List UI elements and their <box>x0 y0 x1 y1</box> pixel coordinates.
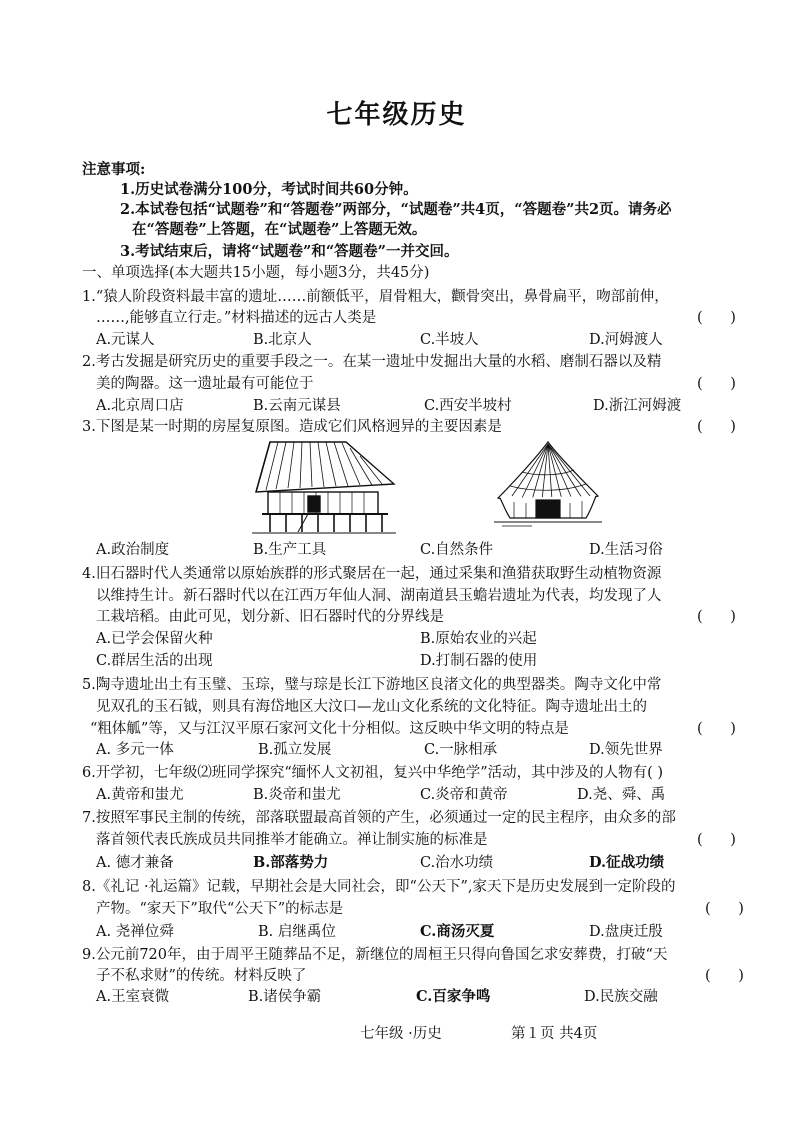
notice-item-3: 3.考试结束后，请将“试题卷”和“答题卷”一并交回。 <box>120 243 459 260</box>
q6-option-c[interactable]: C.炎帝和黄帝 <box>420 787 508 803</box>
q7-answer-blank[interactable]: ( ) <box>697 832 736 848</box>
q8-answer-blank[interactable]: ( ) <box>705 901 744 917</box>
q7-line-2: 落首领代表氏族成员共同推举才能确立。禅让制实施的标准是 <box>96 832 488 848</box>
q7-option-b[interactable]: B.部落势力 <box>253 854 329 871</box>
q6-line-1: 6.开学初，七年级⑵班同学探究“缅怀人文初祖，复兴中华绝学”活动，其中涉及的人物有( ) <box>82 765 664 781</box>
q4-line-3: 工栽培稻。由此可见，划分新、旧石器时代的分界线是 <box>96 609 444 625</box>
q7-option-d[interactable]: D.征战功绩 <box>589 854 665 871</box>
q9-option-c[interactable]: C.百家争鸣 <box>416 988 491 1005</box>
q7-option-a[interactable]: A. 德才兼备 <box>96 855 174 871</box>
q1-line-1: 1.“猿人阶段资料最丰富的遗址……前额低平，眉骨粗大，颧骨突出，鼻骨扁平，吻部前伸， <box>82 289 669 305</box>
q9-option-a[interactable]: A.王室衰微 <box>96 989 170 1005</box>
q4-option-c[interactable]: C.群居生活的出现 <box>96 653 213 669</box>
page-title: 七年级历史 <box>326 100 467 130</box>
notice-item-1: 1.历史试卷满分100分，考试时间共60分钟。 <box>120 181 418 198</box>
footer-subject: 七年级 ·历史 <box>360 1026 442 1042</box>
q5-option-c[interactable]: C.一脉相承 <box>424 742 498 758</box>
q7-option-c[interactable]: C.治水功绩 <box>420 855 494 871</box>
q3-option-b[interactable]: B.生产工具 <box>253 542 327 558</box>
q8-option-c[interactable]: C.商汤灭夏 <box>420 923 495 940</box>
q9-option-d[interactable]: D.民族交融 <box>584 989 658 1005</box>
q8-option-b[interactable]: B. 启继禹位 <box>258 924 336 940</box>
notice-item-2-cont: 在“答题卷”上答题，在“试题卷”上答题无效。 <box>132 221 427 238</box>
q9-option-b[interactable]: B.诸侯争霸 <box>248 989 322 1005</box>
q3-option-d[interactable]: D.生活习俗 <box>589 542 663 558</box>
section-heading: 一、单项选择(本大题共15小题，每小题3分，共45分) <box>82 265 430 281</box>
q3-option-a[interactable]: A.政治制度 <box>96 542 170 558</box>
q4-option-a[interactable]: A.已学会保留火种 <box>96 631 213 647</box>
q8-line-1: 8.《礼记 ·礼运篇》记载，早期社会是大同社会，即“公天下”,家天下是历史发展到一定阶段的 <box>82 879 676 895</box>
q8-option-d[interactable]: D.盘庚迁殷 <box>589 924 663 940</box>
q4-line-2: 以维持生计。新石器时代以在江西万年仙人洞、湖南道县玉蟾岩遗址为代表，均发现了人 <box>96 588 662 604</box>
q5-option-d[interactable]: D.领先世界 <box>589 742 663 758</box>
q9-line-1: 9.公元前720年，由于周平王随葬品不足，新继位的周桓王只得向鲁国乞求安葬费，打破“天 <box>82 947 668 963</box>
q4-line-1: 4.旧石器时代人类通常以原始族群的形式聚居在一起，通过采集和渔猎获取野生动植物资源 <box>82 566 662 582</box>
q6-option-b[interactable]: B.炎帝和蚩尤 <box>253 787 341 803</box>
q2-option-a[interactable]: A.北京周口店 <box>96 398 184 414</box>
q9-line-2: 子不私求财”的传统。材料反映了 <box>96 968 307 984</box>
q1-option-d[interactable]: D.河姆渡人 <box>589 332 663 348</box>
q4-option-b[interactable]: B.原始农业的兴起 <box>420 631 537 647</box>
q2-option-b[interactable]: B.云南元谋县 <box>253 398 341 414</box>
q3-answer-blank[interactable]: ( ) <box>697 419 736 435</box>
q5-option-a[interactable]: A. 多元一体 <box>96 742 174 758</box>
q6-option-a[interactable]: A.黄帝和蚩尤 <box>96 787 184 803</box>
q2-answer-blank[interactable]: ( ) <box>697 376 736 392</box>
q3-option-c[interactable]: C.自然条件 <box>420 542 494 558</box>
notice-item-2: 2.本试卷包括“试题卷”和“答题卷”两部分，“试题卷”共4页，“答题卷”共2页。请务必 <box>120 201 672 218</box>
q1-line-2: ……,能够直立行走。”材料描述的远古人类是 <box>96 310 377 326</box>
q8-line-2: 产物。“家天下”取代“公天下”的标志是 <box>96 901 344 917</box>
q3-line-1: 3.下图是某一时期的房屋复原图。造成它们风格迥异的主要因素是 <box>82 419 502 435</box>
q1-answer-blank[interactable]: ( ) <box>697 310 736 326</box>
q1-option-a[interactable]: A.元谋人 <box>96 332 155 348</box>
q1-option-b[interactable]: B.北京人 <box>253 332 312 348</box>
q8-option-a[interactable]: A. 尧禅位舜 <box>96 924 174 940</box>
q9-answer-blank[interactable]: ( ) <box>705 968 744 984</box>
q2-line-1: 2.考古发掘是研究历史的重要手段之一。在某一遗址中发掘出大量的水稻、磨制石器以及精 <box>82 354 662 370</box>
q5-line-3: “粗体觚”等，又与江汉平原石家河文化十分相似。这反映中华文明的特点是 <box>90 721 569 737</box>
notice-heading: 注意事项: <box>82 161 146 178</box>
q7-line-1: 7.按照军事民主制的传统，部落联盟最高首领的产生，必须通过一定的民主程序，由众多的部 <box>82 810 676 826</box>
q5-line-2: 见双孔的玉石钺，则具有海岱地区大汶口—龙山文化系统的文化特征。陶寺遗址出土的 <box>96 699 647 715</box>
q2-line-2: 美的陶器。这一遗址最有可能位于 <box>96 376 314 392</box>
q5-line-1: 5.陶寺遗址出土有玉璧、玉琮，璧与琮是长江下游地区良渚文化的典型器类。陶寺文化中常 <box>82 677 662 693</box>
q5-answer-blank[interactable]: ( ) <box>697 721 736 737</box>
q6-option-d[interactable]: D.尧、舜、禹 <box>577 787 666 803</box>
round-hut-icon <box>492 438 604 528</box>
stilt-house-icon <box>248 440 398 536</box>
q2-option-d[interactable]: D.浙江河姆渡 <box>593 398 682 414</box>
footer-page-number: 第１页 共4页 <box>511 1026 598 1042</box>
q2-option-c[interactable]: C.西安半坡村 <box>424 398 512 414</box>
q5-option-b[interactable]: B.孤立发展 <box>258 742 332 758</box>
q4-answer-blank[interactable]: ( ) <box>697 609 736 625</box>
q4-option-d[interactable]: D.打制石器的使用 <box>420 653 538 669</box>
q1-option-c[interactable]: C.半坡人 <box>420 332 479 348</box>
